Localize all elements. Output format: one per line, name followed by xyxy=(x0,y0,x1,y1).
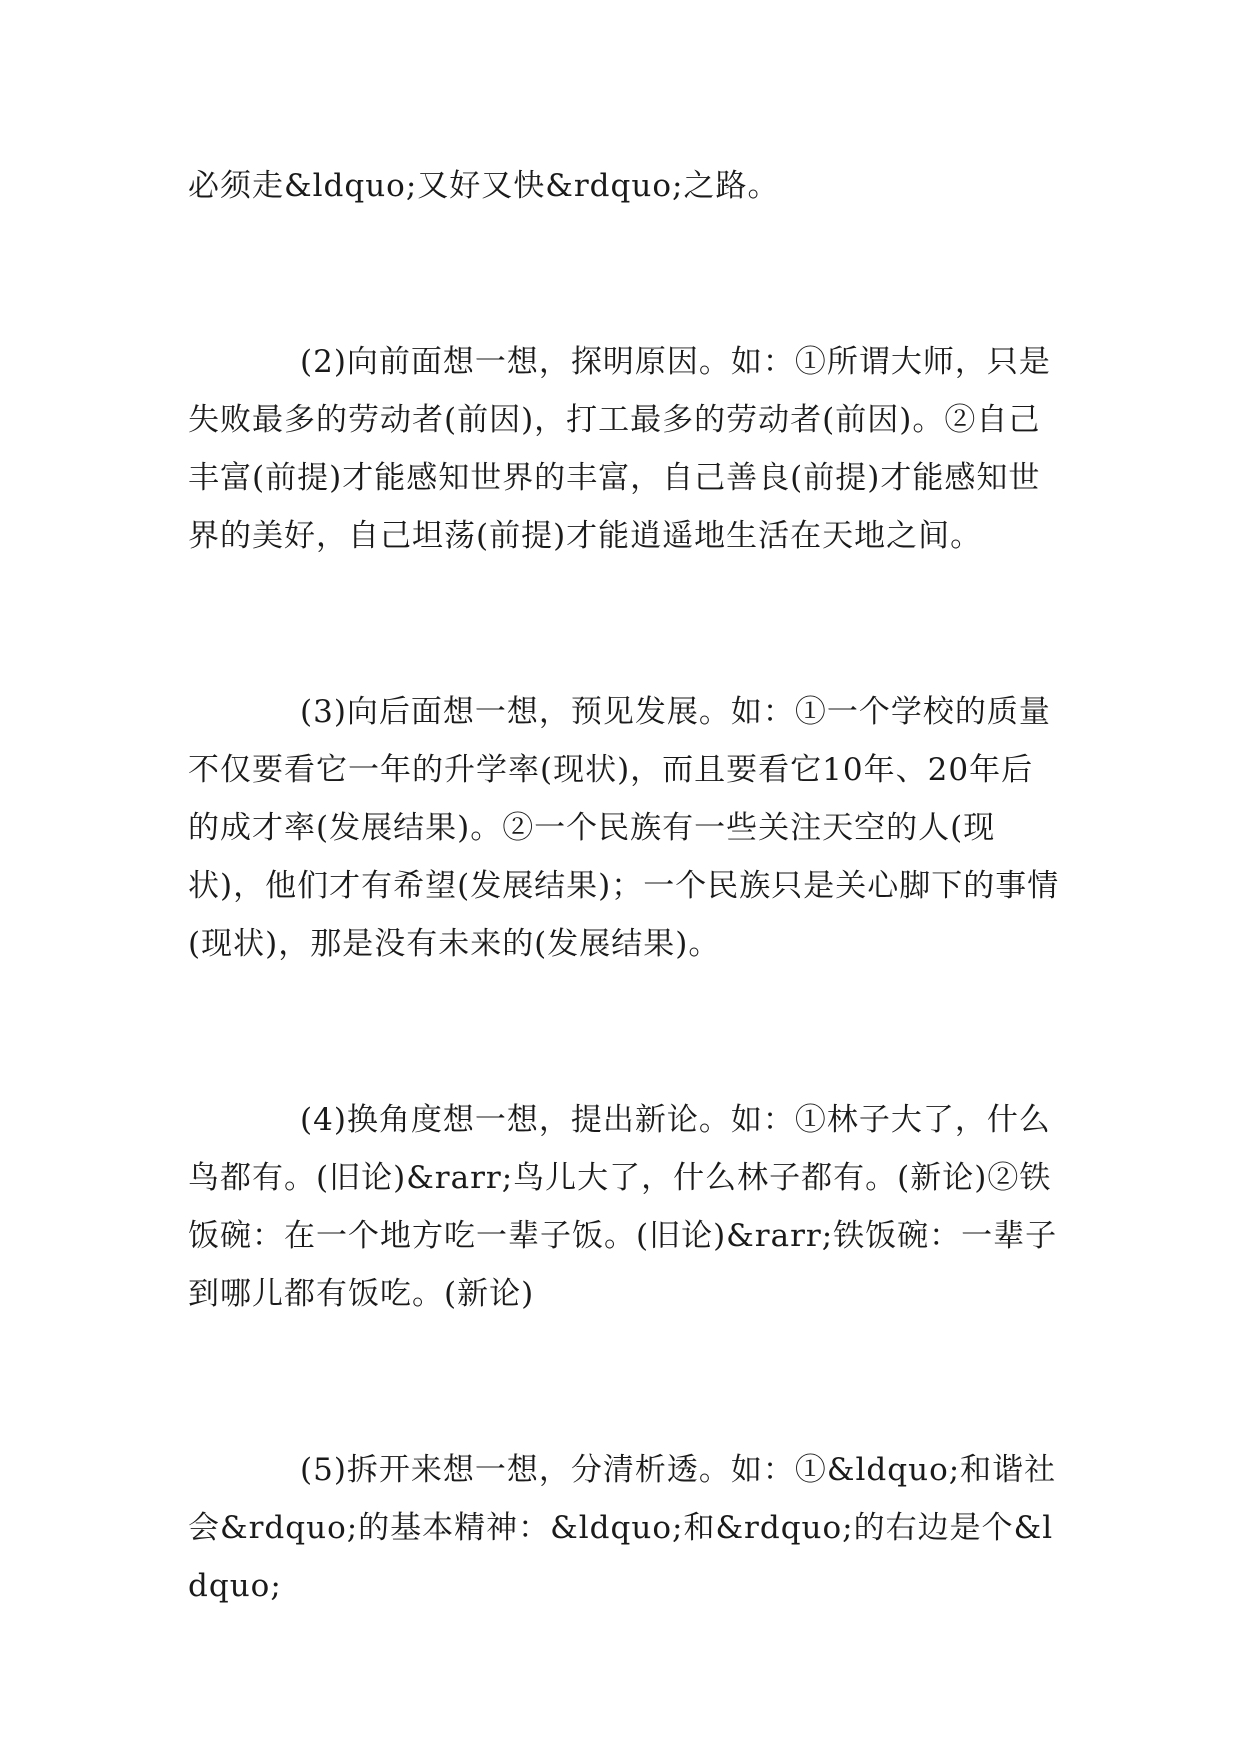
paragraph-change-angle: (4)换角度想一想，提出新论。如：①林子大了，什么鸟都有。(旧论)&rarr;鸟儿大了，什么林子都有。(新论)②铁饭碗：在一个地方吃一辈子饭。(旧论)&rarr;铁饭碗：一辈子到哪儿都有饭吃。(新论) xyxy=(188,1102,1058,1312)
paragraph-continuation: 必须走&ldquo;又好又快&rdquo;之路。 xyxy=(188,168,780,204)
paragraph-split-apart: (5)拆开来想一想，分清析透。如：①&ldquo;和谐社会&rdquo;的基本精神：&ldquo;和&rdquo;的右边是个&ldquo; xyxy=(188,1452,1057,1604)
paragraph-think-forward: (2)向前面想一想，探明原因。如：①所谓大师，只是失败最多的劳动者(前因)，打工最多的劳动者(前因)。②自己丰富(前提)才能感知世界的丰富，自己善良(前提)才能感知世界的美好，自己坦荡(前提)才能逍遥地生活在天地之间。 xyxy=(188,344,1051,554)
paragraph-think-backward: (3)向后面想一想，预见发展。如：①一个学校的质量不仅要看它一年的升学率(现状)，而且要看它10年、20年后的成才率(发展结果)。②一个民族有一些关注天空的人(现状)，他们才有希望(发展结果)；一个民族只是关心脚下的事情(现状)，那是没有未来的(发展结果)。 xyxy=(188,694,1060,962)
